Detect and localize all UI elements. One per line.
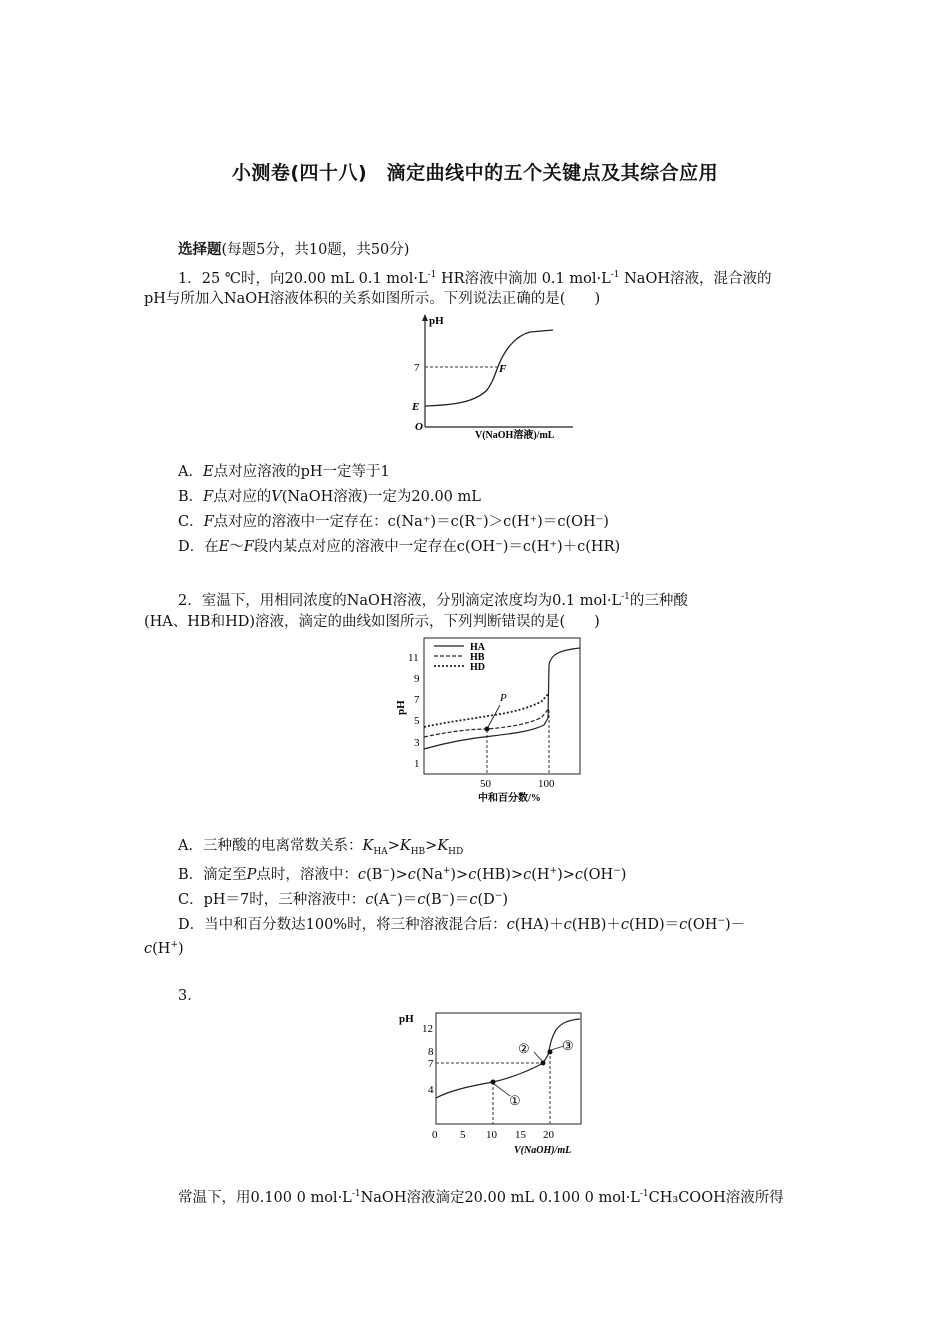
q3-marker-1-leader [494, 1084, 510, 1096]
q2-xtick-50: 50 [480, 778, 491, 790]
q1-point-F: F [499, 363, 507, 375]
q1-option-a [178, 462, 390, 482]
q1-y-arrow [422, 314, 428, 321]
q3-marker-3-dot [548, 1050, 553, 1055]
q2-ytick-3: 3 [414, 737, 420, 749]
q2-chart [392, 635, 592, 810]
q1-curve [425, 330, 553, 406]
q1-option-d [178, 537, 620, 557]
q1-a-pre: A． [178, 464, 203, 480]
section-label: 选择题 [178, 242, 222, 258]
q3-exp-1: -1 [351, 1189, 361, 1199]
q2-option-c: C．pH＝7时，三种溶液中：c(A−)＝c(B−)＝c(D−) [178, 891, 509, 908]
q3-ylabel: pH [399, 1013, 414, 1025]
q3-xtick-5: 5 [460, 1129, 466, 1141]
q2-xlabel: 中和百分数/% [478, 793, 541, 804]
q3-number: 3． [178, 988, 202, 1004]
q1-d-var2: F [243, 539, 254, 555]
q3-xtick-15: 15 [515, 1129, 526, 1141]
q1-xlabel: V(NaOH溶液)/mL [475, 430, 555, 441]
q1-a-var: E [202, 464, 214, 480]
q2-xtick-100: 100 [538, 778, 555, 790]
q1-b-text2: (NaOH溶液)一定为20.00 mL [281, 489, 481, 505]
q2-ytick-5: 5 [414, 715, 420, 727]
q3-text-a: 常温下，用0.100 0 mol·L [178, 1189, 352, 1206]
q3-marker-3: ③ [562, 1038, 574, 1053]
q3-xtick-10: 10 [486, 1129, 497, 1141]
q2-stem-line2: (HA、HB和HD)溶液，滴定的曲线如图所示，下列判断错误的是( ) [144, 614, 600, 630]
q3-marker-2-leader [534, 1052, 542, 1061]
q3-xtick-0: 0 [432, 1129, 438, 1141]
q1-b-var: F [203, 489, 214, 505]
q3-ytick-12: 12 [422, 1023, 433, 1035]
q3-marker-2-dot [541, 1061, 546, 1066]
q3-marker-1: ① [509, 1093, 521, 1108]
q2-option-d: D．当中和百分数达100%时，将三种溶液混合后：c(HA)＋c(HB)＋c(HD)＝c(OH−)－ [178, 916, 746, 933]
q2-legend-hb: HB [470, 652, 485, 663]
q1-ytick-7: 7 [414, 362, 420, 374]
q1-text-c: NaOH溶液，混合液的 [619, 270, 772, 287]
q1-point-E: E [412, 401, 420, 413]
q1-c-var: F [203, 514, 214, 530]
q3-text [178, 1184, 784, 1208]
q2-plot-frame [424, 638, 580, 774]
q3-xlabel: V(NaOH)/mL [514, 1145, 572, 1156]
section-heading [178, 240, 409, 260]
q1-chart [405, 312, 585, 442]
q2-ylabel: pH [395, 700, 407, 715]
q2-point-p-leader [488, 705, 500, 727]
q3-exp-2: -1 [639, 1189, 649, 1199]
q3-text-b: NaOH溶液滴定20.00 mL 0.100 0 mol·L [360, 1189, 640, 1206]
q1-text-a: 1．25 ℃时，向20.00 mL 0.1 mol·L [178, 270, 428, 287]
q3-ytick-7: 7 [428, 1058, 434, 1070]
q2-legend-hd: HD [470, 662, 485, 673]
q1-stem-line2: pH与所加入NaOH溶液体积的关系如图所示。下列说法正确的是( ) [144, 291, 601, 307]
q1-ylabel: pH [429, 315, 444, 327]
section-note: (每题5分，共10题，共50分) [221, 242, 410, 258]
q2-ytick-11: 11 [408, 652, 419, 664]
q3-curve [436, 1019, 580, 1098]
q3-marker-1-dot [491, 1080, 496, 1085]
q2-ytick-9: 9 [414, 673, 420, 685]
q3-text-c: CH₃COOH溶液所得 [648, 1189, 784, 1206]
q2-stem-line1 [178, 587, 688, 611]
q1-c-pre: C． [178, 514, 204, 530]
q3-xtick-20: 20 [543, 1129, 554, 1141]
q3-ytick-4: 4 [428, 1084, 434, 1096]
q3-marker-2: ② [518, 1041, 530, 1056]
q2-ytick-7: 7 [414, 694, 420, 706]
q1-b-var2: V [271, 489, 282, 505]
q2-point-p-label: P [500, 692, 507, 704]
q1-origin: O [415, 421, 423, 433]
page-title: 小测卷(四十八) 滴定曲线中的五个关键点及其综合应用 [231, 162, 719, 184]
q1-exp-1: -1 [427, 270, 437, 280]
q2-yticks [408, 652, 420, 770]
q2-ytick-1: 1 [414, 758, 420, 770]
q1-c-text: 点对应的溶液中一定存在：c(Na⁺)＝c(R⁻)＞c(H⁺)＝c(OH⁻) [213, 514, 609, 530]
q2-text-a: 2．室温下，用相同浓度的NaOH溶液，分别滴定浓度均为0.1 mol·L [178, 592, 622, 609]
q2-text-b: 的三种酸 [629, 592, 688, 609]
q1-b-text: 点对应的 [213, 489, 272, 505]
q2-series-hd [424, 693, 549, 727]
q1-text-b: HR溶液中滴加 0.1 mol·L [436, 270, 611, 287]
q1-b-pre: B． [178, 489, 204, 505]
q2-option-d-cont: c(H+) [144, 940, 184, 957]
q3-ytick-8: 8 [428, 1046, 434, 1058]
q2-option-a: A．三种酸的电离常数关系：$K_{HA}>K_{HB}>K_{HD}$ [178, 838, 464, 857]
q1-stem-line1 [178, 265, 772, 289]
q2-option-b: B．滴定至P点时，溶液中：c(B−)>c(Na+)>c(HB)>c(H+)>c(OH−) [178, 866, 627, 883]
q1-d-pre: D．在 [178, 539, 219, 555]
q2-point-p [485, 727, 490, 732]
q2-exp: -1 [621, 592, 630, 602]
q1-d-var: E [218, 539, 230, 555]
q1-d-mid: ～ [229, 539, 244, 555]
q1-d-text: 段内某点对应的溶液中一定存在c(OH⁻)＝c(H⁺)＋c(HR) [253, 539, 621, 555]
q1-option-b [178, 487, 481, 507]
q3-chart [396, 1008, 596, 1158]
q1-exp-2: -1 [610, 270, 620, 280]
q2-legend-ha: HA [470, 642, 485, 653]
q1-a-text: 点对应溶液的pH一定等于1 [213, 464, 390, 480]
q1-option-c [178, 512, 609, 532]
